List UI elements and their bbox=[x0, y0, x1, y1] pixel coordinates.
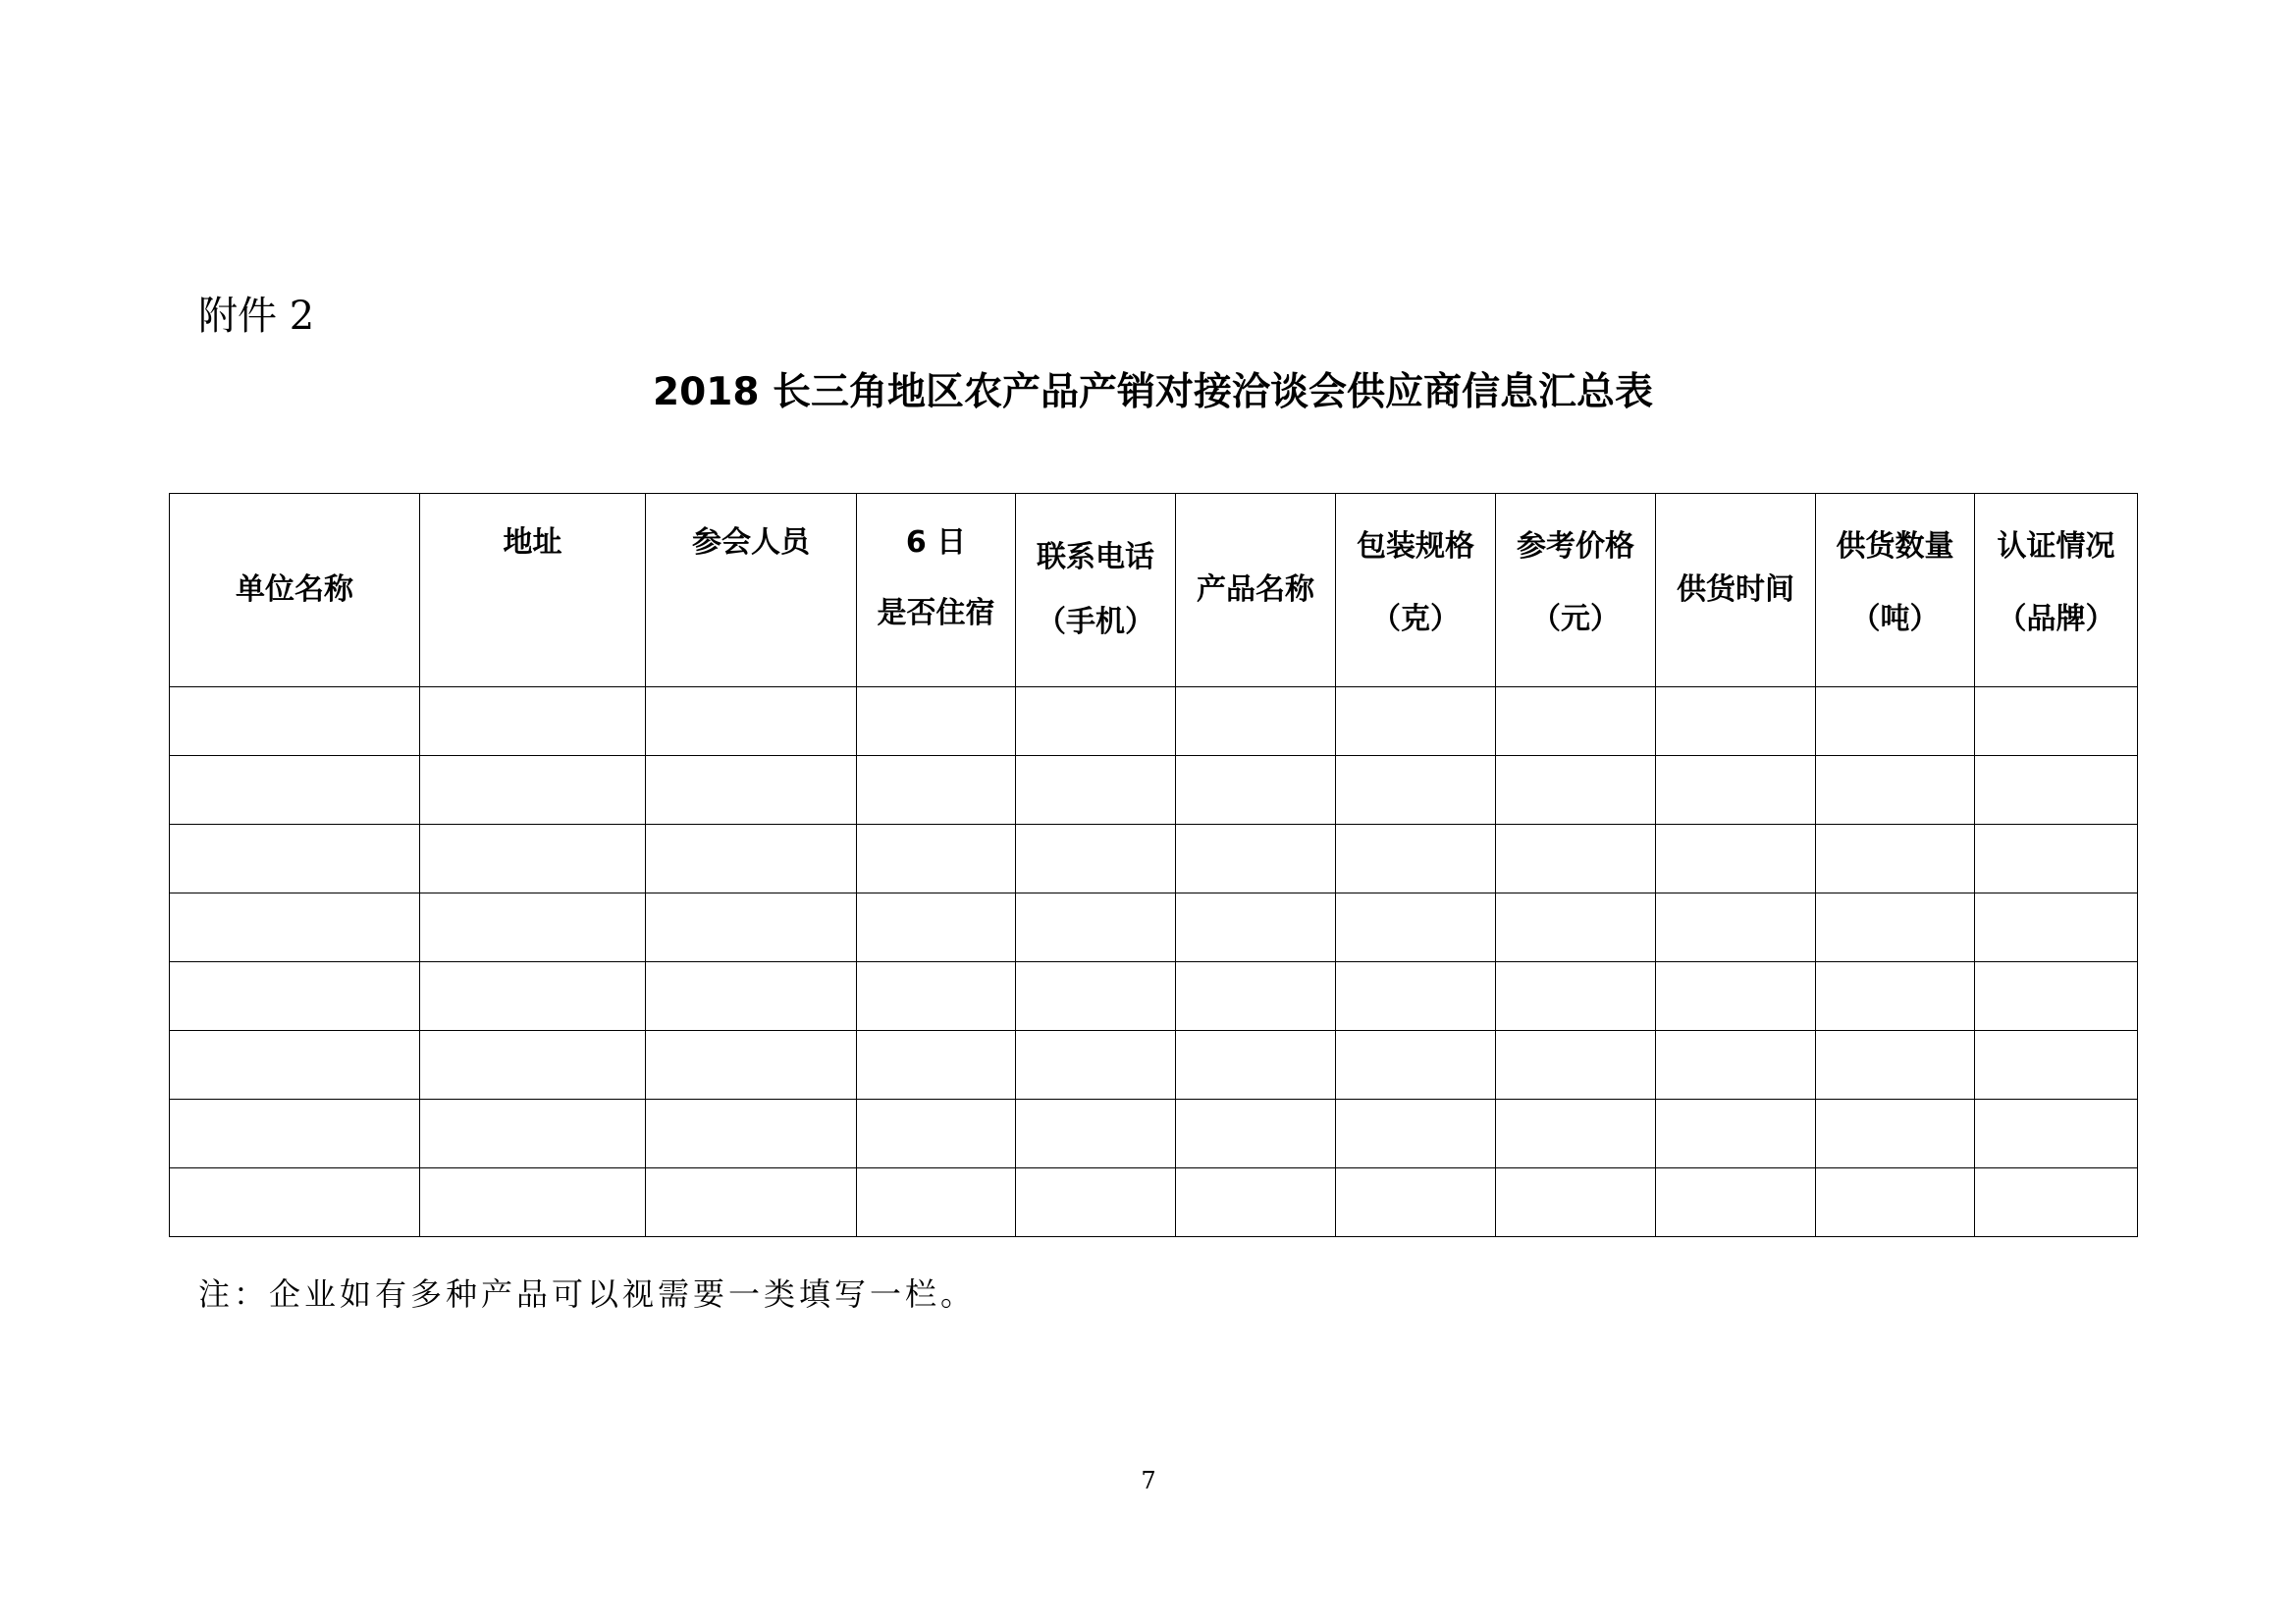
header-label: （手机） bbox=[1037, 605, 1154, 639]
table-cell[interactable] bbox=[1975, 825, 2138, 893]
table-cell[interactable] bbox=[646, 825, 857, 893]
header-label: 地址 bbox=[503, 525, 562, 560]
table-cell[interactable] bbox=[646, 893, 857, 962]
table-row bbox=[170, 1100, 2138, 1168]
table-cell[interactable] bbox=[646, 756, 857, 825]
table-cell[interactable] bbox=[1656, 825, 1816, 893]
table-cell[interactable] bbox=[420, 962, 646, 1031]
table-cell[interactable] bbox=[1496, 1031, 1656, 1100]
table-row bbox=[170, 893, 2138, 962]
table-cell[interactable] bbox=[1336, 962, 1496, 1031]
header-label: 产品名称 bbox=[1197, 572, 1314, 607]
header-phone bbox=[1016, 494, 1176, 687]
table-cell[interactable] bbox=[857, 1031, 1016, 1100]
table-cell[interactable] bbox=[420, 756, 646, 825]
table-note: 注：企业如有多种产品可以视需要一类填写一栏。 bbox=[198, 1275, 977, 1313]
table-cell[interactable] bbox=[1176, 825, 1336, 893]
table-cell[interactable] bbox=[1975, 962, 2138, 1031]
page-number: 7 bbox=[1141, 1467, 1156, 1494]
table-cell[interactable] bbox=[1336, 1031, 1496, 1100]
table-cell[interactable] bbox=[1496, 825, 1656, 893]
table-cell[interactable] bbox=[420, 687, 646, 756]
table-cell[interactable] bbox=[857, 756, 1016, 825]
table-cell[interactable] bbox=[170, 1168, 420, 1237]
table-cell[interactable] bbox=[1016, 962, 1176, 1031]
header-supply-quantity bbox=[1816, 494, 1975, 687]
table-cell[interactable] bbox=[1656, 1100, 1816, 1168]
header-package-spec bbox=[1336, 494, 1496, 687]
table-cell[interactable] bbox=[1975, 1100, 2138, 1168]
table-cell[interactable] bbox=[857, 893, 1016, 962]
table-cell[interactable] bbox=[857, 1100, 1016, 1168]
table-cell[interactable] bbox=[1336, 756, 1496, 825]
table-cell[interactable] bbox=[1975, 1031, 2138, 1100]
table-cell[interactable] bbox=[1336, 687, 1496, 756]
table-cell[interactable] bbox=[1176, 1031, 1336, 1100]
table-row bbox=[170, 962, 2138, 1031]
table-cell[interactable] bbox=[170, 962, 420, 1031]
table-cell[interactable] bbox=[1176, 687, 1336, 756]
table-cell[interactable] bbox=[1176, 1168, 1336, 1237]
table-cell[interactable] bbox=[1975, 1168, 2138, 1237]
table-body bbox=[170, 687, 2138, 1237]
table-row bbox=[170, 687, 2138, 756]
table-cell[interactable] bbox=[1016, 756, 1176, 825]
table-cell[interactable] bbox=[646, 687, 857, 756]
table-cell[interactable] bbox=[1496, 687, 1656, 756]
table-cell[interactable] bbox=[1816, 1031, 1975, 1100]
table-cell[interactable] bbox=[170, 893, 420, 962]
table-cell[interactable] bbox=[1016, 825, 1176, 893]
table-cell[interactable] bbox=[1496, 893, 1656, 962]
header-label: 认证情况 bbox=[1997, 529, 2115, 564]
supplier-info-table bbox=[169, 493, 2138, 1237]
table-cell[interactable] bbox=[170, 825, 420, 893]
table-cell[interactable] bbox=[1496, 756, 1656, 825]
table-cell[interactable] bbox=[1176, 756, 1336, 825]
table-cell[interactable] bbox=[1816, 756, 1975, 825]
header-label: 包装规格 bbox=[1357, 529, 1474, 564]
table-cell[interactable] bbox=[1176, 893, 1336, 962]
table-cell[interactable] bbox=[1016, 1100, 1176, 1168]
table-cell[interactable] bbox=[1336, 1168, 1496, 1237]
table-cell[interactable] bbox=[420, 1031, 646, 1100]
header-attendees bbox=[646, 494, 857, 687]
annex-label: 附件 2 bbox=[198, 294, 315, 339]
table-cell[interactable] bbox=[420, 1168, 646, 1237]
table-cell[interactable] bbox=[1336, 1100, 1496, 1168]
header-label: 参会人员 bbox=[692, 525, 810, 560]
table-cell[interactable] bbox=[1336, 893, 1496, 962]
table-cell[interactable] bbox=[1816, 687, 1975, 756]
table-cell[interactable] bbox=[1816, 893, 1975, 962]
table-cell[interactable] bbox=[1176, 962, 1336, 1031]
header-label: （吨） bbox=[1850, 602, 1940, 636]
table-cell[interactable] bbox=[1496, 962, 1656, 1031]
table-row bbox=[170, 1168, 2138, 1237]
table-cell[interactable] bbox=[857, 687, 1016, 756]
header-label: 是否住宿 bbox=[877, 596, 995, 630]
header-label: 单位名称 bbox=[236, 572, 353, 607]
table-cell[interactable] bbox=[857, 962, 1016, 1031]
table-cell[interactable] bbox=[646, 1031, 857, 1100]
table-cell[interactable] bbox=[1016, 1031, 1176, 1100]
table-cell[interactable] bbox=[1816, 962, 1975, 1031]
table-cell[interactable] bbox=[420, 1100, 646, 1168]
header-label: 6 日 bbox=[905, 525, 967, 560]
document-title: 2018 长三角地区农产品产销对接洽谈会供应商信息汇总表 bbox=[652, 370, 1654, 414]
table-cell[interactable] bbox=[1656, 962, 1816, 1031]
table-row bbox=[170, 756, 2138, 825]
table-cell[interactable] bbox=[1975, 756, 2138, 825]
table-cell[interactable] bbox=[1975, 893, 2138, 962]
header-label: 联系电话 bbox=[1037, 540, 1154, 574]
table-cell[interactable] bbox=[420, 825, 646, 893]
header-unit-name bbox=[170, 494, 420, 687]
table-cell[interactable] bbox=[170, 1031, 420, 1100]
table-cell[interactable] bbox=[1816, 825, 1975, 893]
table-cell[interactable] bbox=[170, 687, 420, 756]
table-cell[interactable] bbox=[1176, 1100, 1336, 1168]
header-label: （元） bbox=[1531, 602, 1620, 636]
table-row bbox=[170, 1031, 2138, 1100]
table-cell[interactable] bbox=[170, 756, 420, 825]
header-address bbox=[420, 494, 646, 687]
table-cell[interactable] bbox=[1496, 1168, 1656, 1237]
table-cell[interactable] bbox=[1656, 1168, 1816, 1237]
header-supply-time bbox=[1656, 494, 1816, 687]
table-cell[interactable] bbox=[646, 962, 857, 1031]
table-cell[interactable] bbox=[1496, 1100, 1656, 1168]
table-header-row bbox=[170, 494, 2138, 687]
header-label: 供货数量 bbox=[1836, 529, 1954, 564]
header-label: 参考价格 bbox=[1517, 529, 1634, 564]
table-cell[interactable] bbox=[1656, 687, 1816, 756]
table-cell[interactable] bbox=[646, 1100, 857, 1168]
table-cell[interactable] bbox=[857, 825, 1016, 893]
table-cell[interactable] bbox=[1656, 1031, 1816, 1100]
table-cell[interactable] bbox=[170, 1100, 420, 1168]
table-cell[interactable] bbox=[1016, 893, 1176, 962]
table-cell[interactable] bbox=[1816, 1100, 1975, 1168]
header-product-name bbox=[1176, 494, 1336, 687]
table-cell[interactable] bbox=[1656, 893, 1816, 962]
table-cell[interactable] bbox=[1016, 687, 1176, 756]
table-cell[interactable] bbox=[1816, 1168, 1975, 1237]
header-label: （克） bbox=[1371, 602, 1460, 636]
header-label: 供货时间 bbox=[1677, 572, 1794, 607]
header-accommodation bbox=[857, 494, 1016, 687]
table-cell[interactable] bbox=[1975, 687, 2138, 756]
table-row bbox=[170, 825, 2138, 893]
header-certification bbox=[1975, 494, 2138, 687]
header-reference-price bbox=[1496, 494, 1656, 687]
table-cell[interactable] bbox=[420, 893, 646, 962]
table-cell[interactable] bbox=[646, 1168, 857, 1237]
header-label: （品牌） bbox=[1997, 602, 2115, 636]
table-cell[interactable] bbox=[1336, 825, 1496, 893]
table-cell[interactable] bbox=[1016, 1168, 1176, 1237]
table-cell[interactable] bbox=[1656, 756, 1816, 825]
table-cell[interactable] bbox=[857, 1168, 1016, 1237]
